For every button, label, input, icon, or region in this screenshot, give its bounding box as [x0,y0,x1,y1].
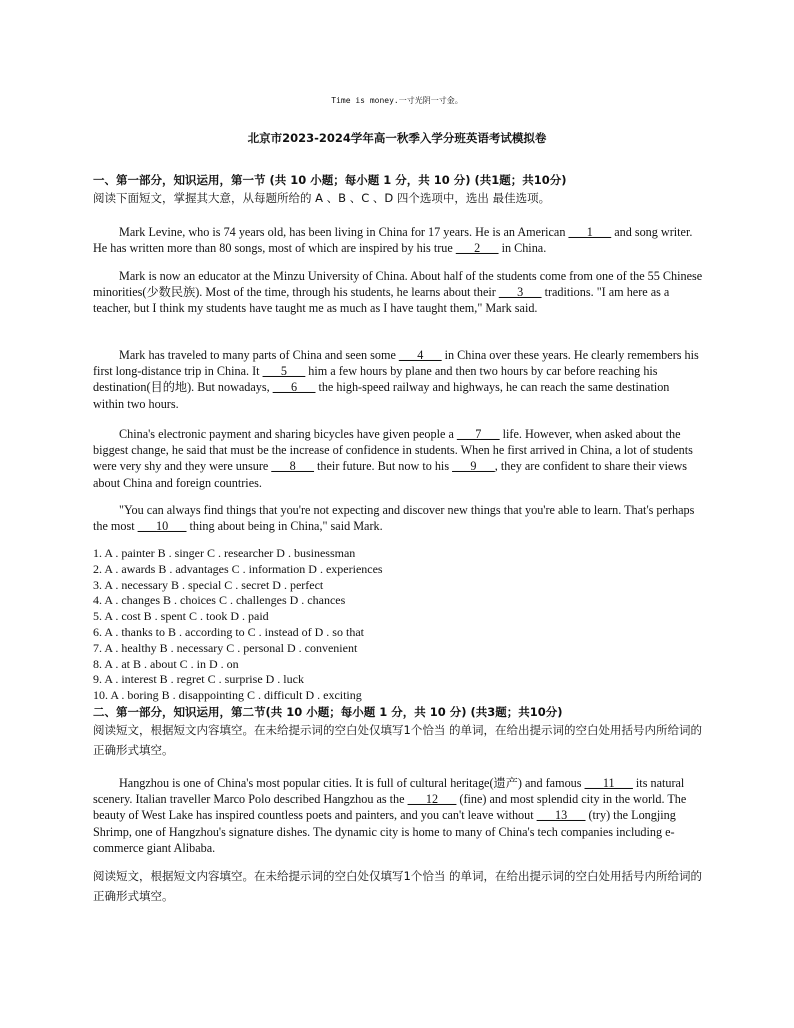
section2-heading: 二、第一部分，知识运用，第二节(共 10 小题；每小题 1 分，共 10 分) (共3题；共10分) [93,705,563,719]
passage-text: and song writer. He has written more than 80 songs, most of which are inspired by his true [93,225,693,256]
passage1-paragraph-2 [93,268,703,317]
option-row-6: 6. A . thanks to B . according to C . instead of D . so that [93,624,364,639]
options-list [93,546,383,704]
passage-text: thing about being in China," said Mark. [186,519,383,534]
option-row-9: 9. A . interest B . regret C . surprise D . luck [93,672,304,687]
passage2-paragraph [93,775,703,856]
passage-text: China's electronic payment and sharing bicycles have given people a [119,427,457,441]
passage1-paragraph-4 [93,426,703,491]
section1-instruction: 阅读下面短文，掌握其大意，从每题所给的 A 、B 、C 、D 四个选项中，选出 最佳选项。 [93,191,551,205]
option-row-5: 5. A . cost B . spent C . took D . paid [93,609,269,624]
passage-text: "You can always find things that you're not expecting and discover new things that you're able to learn. That's perhaps the most [93,503,695,534]
blank-13: ___13___ [536,808,586,823]
passage1-paragraph-3 [93,347,703,412]
passage-text: Mark Levine, who is 74 years old, has been living in China for 17 years. He is an American [119,225,569,239]
section2-instruction: 阅读短文，根据短文内容填空。在未给提示词的空白处仅填写1个恰当 的单词，在给出提示词的空白处用括号内所给词的正确形式填空。 [93,723,702,757]
blank-1: ___1___ [568,225,612,239]
header-motto: Time is money.一寸光阴一寸金。 [331,96,463,105]
option-row-10: 10. A . boring B . disappointing C . difficult D . exciting [93,688,362,703]
option-row-4: 4. A . changes B . choices C . challenges D . chances [93,593,346,608]
section1-heading: 一、第一部分，知识运用，第一节 (共 10 小题；每小题 1 分，共 10 分) (共1题；共10分) [93,173,567,187]
section2-instruction-repeat: 阅读短文，根据短文内容填空。在未给提示词的空白处仅填写1个恰当 的单词，在给出提示词的空白处用括号内所给词的正确形式填空。 [93,869,702,903]
blank-11: ___11___ [584,776,633,790]
passage-text: the high-speed railway and highways, he can reach the same destination within two hours. [93,380,670,411]
passage-text: its natural scenery. Italian traveller Marco Polo described Hangzhou as the [93,776,685,807]
blank-5: ___5___ [262,364,306,379]
option-row-1: 1. A . painter B . singer C . researcher D . businessman [93,546,356,560]
passage-text: in China over these years. He clearly remembers his first long-distance trip in China. It [93,348,699,379]
passage-text: in China. [498,241,547,256]
passage-text: their future. But now to his [314,459,453,474]
blank-10: ___10___ [137,519,187,534]
passage1-paragraph-1 [93,224,703,256]
passage-text: (fine) and most splendid city in the world. The beauty of West Lake has inspired countless poets and painters, and you can't leave without [93,792,687,823]
passage-text: Mark has traveled to many parts of China and seen some [119,348,399,362]
passage-text: (try) the Longjing Shrimp, one of Hangzhou's signature dishes. The dynamic city is home to many of China's tech companies including e-commerce giant Alibaba. [93,808,676,855]
passage-text: Hangzhou is one of China's most popular cities. It is full of cultural heritage(遗产) and famous [119,776,585,790]
option-row-2: 2. A . awards B . advantages C . information D . experiences [93,561,383,576]
blank-9: ___9___ [452,459,495,474]
passage-text: life. However, when asked about the biggest change, he said that must be the increase of confidence in students. When he first arrived in China, a lot of students were very shy and they were unsure [93,427,693,474]
option-row-3: 3. A . necessary B . special C . secret D . perfect [93,577,324,592]
blank-7: ___7___ [456,427,500,441]
passage-text: him a few hours by plane and then two hours by car before reaching his destination(目的地). But nowadays, [93,364,658,395]
blank-12: ___12___ [407,792,457,807]
blank-6: ___6___ [272,380,316,395]
passage1-paragraph-5 [93,502,703,534]
blank-2: ___2___ [455,241,499,256]
passage-text: Mark is now an educator at the Minzu University of China. About half of the students come from one of the 55 Chinese minorities(少数民族). Most of the time, through his students, he learns about their [93,269,703,300]
passage-text: , they are confident to share their views about China and foreign countries. [93,459,687,490]
blank-8: ___8___ [271,459,314,474]
option-row-7: 7. A . healthy B . necessary C . personal D . convenient [93,640,358,655]
option-row-8: 8. A . at B . about C . in D . on [93,656,239,671]
document-title: 北京市2023-2024学年高一秋季入学分班英语考试模拟卷 [247,131,547,145]
passage-text: traditions. "I am here as a teacher, but I think my students have taught me as much as I have taught them," Mark said. [93,285,670,316]
blank-3: ___3___ [498,285,542,300]
blank-4: ___4___ [398,348,442,362]
